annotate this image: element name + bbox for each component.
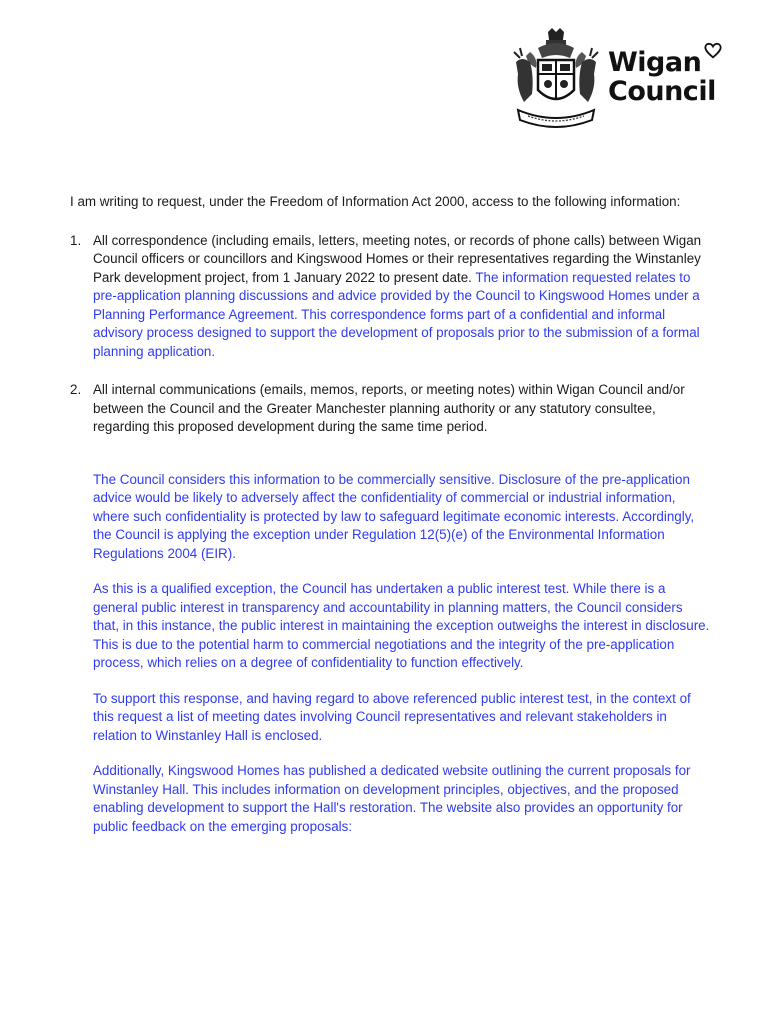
response-paragraph: Additionally, Kingswood Homes has published a dedicated website outlining the current proposals for Winstanley Hall. This includes information on development principles, objectives, and the proposed enabling development to support the Hall's restoration. The website also provides an opportunity for public feedback on the emerging proposals: xyxy=(93,763,691,834)
request-item-2 xyxy=(70,381,710,437)
council-crest-icon xyxy=(508,28,604,132)
council-response: The information requested relates to pre-application planning discussions and advice provided by the Council to Kingswood Homes under a Planning Performance Agreement. This correspondence forms part of a confidential and informal advisory process designed to support the development of proposals prior to the submission of a formal planning application. xyxy=(93,269,700,359)
request-list xyxy=(70,232,710,437)
intro-paragraph: I am writing to request, under the Freedom of Information Act 2000, access to the following information: xyxy=(70,194,681,209)
response-paragraph: To support this response, and having regard to above referenced public interest test, in the context of this request a list of meeting dates involving Council representatives and relevant stakeholders in relation to Winstanley Hall is enclosed. xyxy=(93,690,691,743)
council-logo-text xyxy=(608,48,716,106)
list-number: 1. xyxy=(70,232,82,248)
letterhead xyxy=(508,28,738,138)
response-paragraph: As this is a qualified exception, the Council has undertaken a public interest test. While there is a general public interest in transparency and accountability in planning matters, the Council considers that, in this instance, the public interest in maintaining the exception outweighs the interest in disclosure. This is due to the potential harm to commercial negotiations and the integrity of the pre-application process, which relies on a degree of confidentiality to function effectively. xyxy=(93,581,710,670)
logo-line-council: Council xyxy=(608,76,716,107)
council-response-block xyxy=(93,471,710,837)
list-number: 2. xyxy=(70,382,82,397)
request-item-1 xyxy=(70,232,710,362)
logo-line-wigan: Wigan xyxy=(608,47,702,78)
request-text: All internal communications (emails, memos, reports, or meeting notes) within Wigan Council and/or between the Council and the Greater Manchester planning authority or any statutory consultee, regarding this proposed development during the same time period. xyxy=(93,382,685,434)
heart-icon xyxy=(704,42,722,60)
letter-body xyxy=(70,193,710,853)
response-paragraph: The Council considers this information to be commercially sensitive. Disclosure of the pre-application advice would be likely to adversely affect the confidentiality of commercial or industrial information, where such confidentiality is protected by law to safeguard legitimate economic interests. Accordingly, the Council is applying the exception under Regulation 12(5)(e) of the Environmental Information Regulations 2004 (EIR). xyxy=(93,471,695,561)
request-text: All correspondence (including emails, letters, meeting notes, or records of phone calls) between Wigan Council officers or councillors and Kingswood Homes or their representatives regarding the Winstanley Park development project, from 1 January 2022 to present date. xyxy=(93,232,702,285)
